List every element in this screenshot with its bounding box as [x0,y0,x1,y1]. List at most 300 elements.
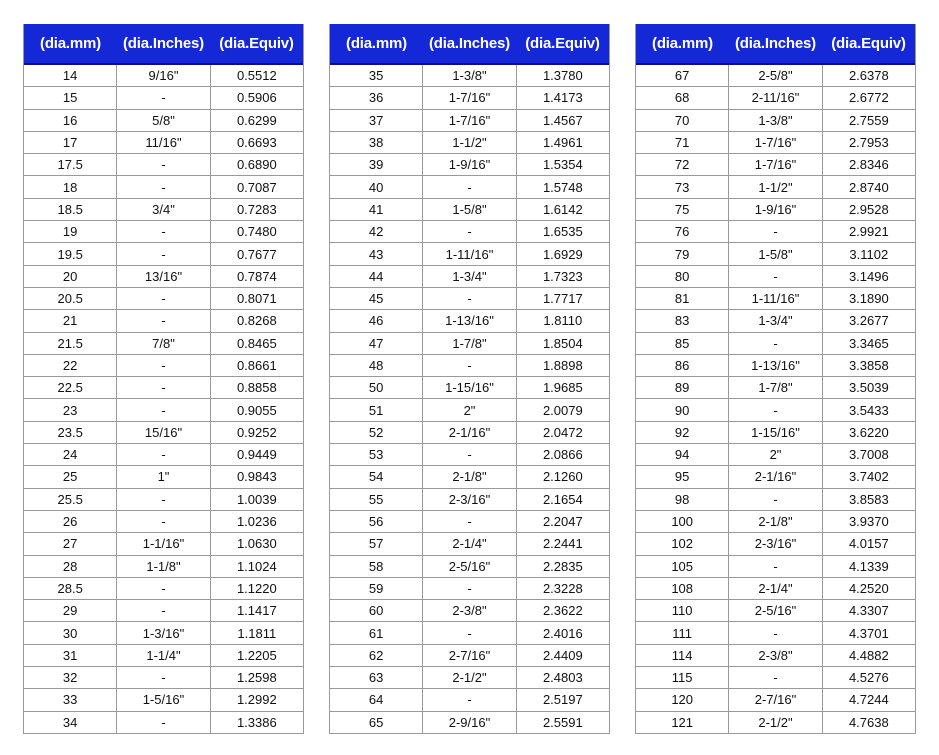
cell-mm: 54 [330,466,423,487]
cell-mm: 37 [330,110,423,131]
cell-equiv: 2.6378 [848,68,889,84]
cell-inches: 1-15/16" [423,377,516,398]
cell-inches: - [117,489,210,510]
cell-inches: - [117,221,210,242]
table-row [636,422,915,444]
cell-inches: - [117,399,210,420]
cell-equiv: 3.8583 [848,491,889,507]
cell-mm: 110 [636,600,729,621]
cell-equiv: 2.5197 [542,692,583,708]
cell-mm: 100 [636,511,729,532]
cell-inches: - [423,622,516,643]
table-row [24,65,303,87]
table-row [24,110,303,132]
table-row [636,243,915,265]
cell-equiv: 4.3307 [848,603,889,619]
cell-mm: 52 [330,422,423,443]
table-row [636,511,915,533]
cell-inches: 1-5/16" [117,689,210,710]
cell-mm: 41 [330,199,423,220]
cell-mm: 65 [330,712,423,733]
header-mm: (dia.mm) [40,35,101,52]
cell-inches: 1-1/16" [117,533,210,554]
table-row [330,511,609,533]
cell-equiv: 2.9921 [848,224,889,240]
cell-inches: 1-1/4" [117,645,210,666]
cell-inches: - [117,667,210,688]
table-row [330,556,609,578]
cell-inches: - [117,176,210,197]
table-row [636,266,915,288]
cell-equiv: 4.4882 [848,647,889,663]
header-mm: (dia.mm) [652,35,713,52]
table-row [636,466,915,488]
cell-mm: 16 [24,110,117,131]
cell-mm: 43 [330,243,423,264]
cell-mm: 48 [330,355,423,376]
table-row [330,154,609,176]
table-row [24,511,303,533]
table-header [330,24,609,65]
cell-mm: 61 [330,622,423,643]
cell-mm: 114 [636,645,729,666]
conversion-table-3 [635,24,916,734]
cell-mm: 19.5 [24,243,117,264]
cell-inches: 1-7/16" [729,132,822,153]
cell-inches: - [729,622,822,643]
cell-inches: 1-15/16" [729,422,822,443]
table-row [330,87,609,109]
table-row [24,199,303,221]
table-header [24,24,303,65]
cell-inches: - [423,176,516,197]
table-row [24,556,303,578]
header-equiv: (dia.Equiv) [525,35,600,52]
cell-equiv: 1.0039 [236,491,277,507]
cell-equiv: 0.9449 [236,447,277,463]
cell-inches: 1-7/16" [423,87,516,108]
table-row [24,87,303,109]
cell-mm: 102 [636,533,729,554]
table-row [330,689,609,711]
cell-mm: 25 [24,466,117,487]
cell-inches: - [729,221,822,242]
table-row [636,578,915,600]
cell-inches: - [117,511,210,532]
table-row [330,533,609,555]
cell-mm: 58 [330,556,423,577]
cell-inches: - [729,556,822,577]
cell-inches: - [423,689,516,710]
table-row [24,533,303,555]
cell-equiv: 0.5512 [236,68,277,84]
cell-inches: 1-7/8" [423,333,516,354]
cell-inches: 1-1/2" [423,132,516,153]
cell-mm: 46 [330,310,423,331]
cell-mm: 51 [330,399,423,420]
table-row [24,712,303,734]
cell-mm: 18 [24,176,117,197]
cell-equiv: 3.1102 [849,246,889,262]
cell-mm: 22 [24,355,117,376]
header-mm: (dia.mm) [346,35,407,52]
table-row [330,712,609,734]
cell-equiv: 2.2047 [542,514,583,530]
cell-equiv: 2.3622 [542,603,583,619]
cell-equiv: 0.6890 [236,157,277,173]
cell-inches: 1-7/16" [729,154,822,175]
cell-equiv: 2.4803 [542,670,583,686]
cell-equiv: 1.4961 [542,135,583,151]
cell-mm: 98 [636,489,729,510]
table-body [330,65,609,734]
table-row [330,199,609,221]
cell-inches: - [423,578,516,599]
cell-equiv: 2.2441 [542,536,583,552]
header-inches: (dia.Inches) [735,35,816,52]
table-row [330,422,609,444]
cell-inches: 1-11/16" [729,288,822,309]
cell-equiv: 0.7087 [236,179,277,195]
table-row [24,444,303,466]
table-row [330,65,609,87]
cell-mm: 20 [24,266,117,287]
cell-equiv: 0.9252 [236,424,277,440]
cell-inches: 1-1/8" [117,556,210,577]
cell-inches: 2-1/16" [729,466,822,487]
cell-inches: - [117,355,210,376]
cell-inches: 1-7/16" [423,110,516,131]
cell-inches: 5/8" [117,110,210,131]
table-row [24,154,303,176]
cell-inches: - [729,399,822,420]
cell-mm: 76 [636,221,729,242]
cell-mm: 45 [330,288,423,309]
cell-equiv: 0.8465 [236,335,277,351]
table-row [636,333,915,355]
cell-mm: 94 [636,444,729,465]
cell-equiv: 0.8268 [236,313,277,329]
table-row [636,154,915,176]
header-equiv: (dia.Equiv) [219,35,294,52]
header-inches: (dia.Inches) [123,35,204,52]
table-row [636,310,915,332]
table-row [636,645,915,667]
table-row [24,221,303,243]
cell-inches: - [729,667,822,688]
table-row [330,466,609,488]
cell-mm: 83 [636,310,729,331]
cell-equiv: 0.6299 [236,112,277,128]
table-header [636,24,915,65]
table-row [24,422,303,444]
cell-inches: 2-9/16" [423,712,516,733]
table-row [24,377,303,399]
table-row [636,176,915,198]
cell-mm: 23.5 [24,422,117,443]
table-row [330,645,609,667]
cell-equiv: 4.5276 [848,670,889,686]
cell-mm: 59 [330,578,423,599]
cell-mm: 39 [330,154,423,175]
cell-inches: 1-3/8" [729,110,822,131]
cell-inches: - [729,266,822,287]
cell-mm: 15 [24,87,117,108]
cell-equiv: 1.2205 [236,647,277,663]
cell-equiv: 1.6535 [542,224,583,240]
cell-inches: - [423,288,516,309]
table-row [636,110,915,132]
cell-inches: 2-1/8" [729,511,822,532]
cell-mm: 44 [330,266,423,287]
cell-inches: 2-1/4" [729,578,822,599]
cell-mm: 35 [330,65,423,86]
cell-mm: 90 [636,399,729,420]
cell-equiv: 4.7638 [848,714,889,730]
cell-mm: 75 [636,199,729,220]
table-row [636,288,915,310]
cell-mm: 27 [24,533,117,554]
cell-equiv: 3.5039 [848,380,889,396]
cell-equiv: 2.4409 [542,647,583,663]
table-row [636,199,915,221]
cell-inches: 1-5/8" [729,243,822,264]
cell-equiv: 1.8898 [542,358,583,373]
cell-mm: 23 [24,399,117,420]
table-row [330,355,609,377]
cell-equiv: 1.6142 [542,201,583,217]
cell-equiv: 2.7953 [848,135,889,151]
cell-inches: - [117,87,210,108]
cell-equiv: 2.1260 [542,469,583,485]
cell-mm: 22.5 [24,377,117,398]
cell-mm: 62 [330,645,423,666]
cell-inches: - [117,578,210,599]
cell-equiv: 1.3780 [542,68,583,84]
cell-inches: - [423,355,516,376]
cell-equiv: 2.0866 [542,447,583,463]
table-row [24,176,303,198]
cell-equiv: 1.5748 [542,179,583,195]
header-equiv: (dia.Equiv) [831,35,906,52]
cell-equiv: 4.1339 [848,558,889,574]
cell-mm: 34 [24,712,117,733]
cell-mm: 95 [636,466,729,487]
cell-inches: 1-9/16" [423,154,516,175]
cell-equiv: 2.8346 [848,157,889,173]
table-row [330,221,609,243]
cell-equiv: 1.4173 [542,90,583,106]
table-row [330,444,609,466]
cell-inches: - [117,600,210,621]
cell-inches: 2-5/8" [729,65,822,86]
cell-equiv: 0.9055 [236,402,277,418]
table-row [330,310,609,332]
cell-equiv: 3.3465 [848,335,889,351]
conversion-table-2 [329,24,610,734]
table-row [330,489,609,511]
table-row [330,266,609,288]
cell-inches: 13/16" [117,266,210,287]
cell-inches: - [117,712,210,733]
cell-mm: 28.5 [24,578,117,599]
cell-inches: 1-9/16" [729,199,822,220]
table-row [24,310,303,332]
cell-mm: 57 [330,533,423,554]
table-row [24,489,303,511]
cell-equiv: 3.7008 [848,447,889,463]
cell-equiv: 3.2677 [848,313,889,329]
cell-inches: 1-13/16" [423,310,516,331]
cell-mm: 50 [330,377,423,398]
cell-inches: 1-3/8" [423,65,516,86]
cell-inches: 1-5/8" [423,199,516,220]
cell-mm: 18.5 [24,199,117,220]
cell-inches: 1" [117,466,210,487]
cell-mm: 17 [24,132,117,153]
table-row [636,489,915,511]
table-row [636,221,915,243]
cell-equiv: 1.1024 [236,558,277,574]
cell-mm: 85 [636,333,729,354]
cell-equiv: 2.9528 [848,201,889,217]
table-row [636,622,915,644]
cell-inches: 11/16" [117,132,210,153]
cell-mm: 81 [636,288,729,309]
table-row [330,288,609,310]
cell-equiv: 1.1811 [237,625,277,641]
cell-inches: 2-5/16" [423,556,516,577]
cell-equiv: 2.1654 [542,491,583,507]
cell-equiv: 3.1496 [848,268,889,284]
table-row [330,110,609,132]
cell-inches: - [729,333,822,354]
cell-inches: 1-3/4" [729,310,822,331]
table-row [330,333,609,355]
table-row [330,622,609,644]
table-row [24,333,303,355]
table-row [330,176,609,198]
table-row [636,65,915,87]
cell-equiv: 1.7323 [542,268,583,284]
cell-mm: 26 [24,511,117,532]
table-body [24,65,303,734]
table-row [24,132,303,154]
table-row [330,132,609,154]
cell-mm: 86 [636,355,729,376]
cell-equiv: 2.0472 [542,424,583,440]
table-row [636,556,915,578]
cell-mm: 72 [636,154,729,175]
cell-inches: 2-1/16" [423,422,516,443]
cell-mm: 56 [330,511,423,532]
cell-inches: 1-11/16" [423,243,516,264]
cell-equiv: 4.2520 [848,580,889,596]
cell-equiv: 0.7874 [236,268,277,284]
cell-equiv: 3.3858 [848,358,889,373]
cell-mm: 17.5 [24,154,117,175]
cell-inches: 2-7/16" [729,689,822,710]
table-row [24,645,303,667]
cell-mm: 121 [636,712,729,733]
cell-mm: 47 [330,333,423,354]
cell-inches: 2-1/4" [423,533,516,554]
cell-inches: - [117,288,210,309]
cell-equiv: 1.0236 [236,514,277,530]
cell-inches: 1-13/16" [729,355,822,376]
cell-mm: 67 [636,65,729,86]
table-row [330,399,609,421]
table-row [636,600,915,622]
cell-inches: 2-1/8" [423,466,516,487]
cell-equiv: 2.4016 [542,625,583,641]
cell-mm: 28 [24,556,117,577]
cell-equiv: 1.3386 [236,714,277,730]
table-row [24,288,303,310]
table-row [636,87,915,109]
cell-mm: 60 [330,600,423,621]
cell-equiv: 0.8661 [236,358,277,373]
cell-equiv: 1.2992 [236,692,277,708]
cell-mm: 31 [24,645,117,666]
cell-equiv: 2.8740 [848,179,889,195]
cell-inches: - [423,444,516,465]
table-row [636,712,915,734]
table-row [330,600,609,622]
cell-inches: 2-3/8" [423,600,516,621]
cell-mm: 14 [24,65,117,86]
cell-mm: 92 [636,422,729,443]
cell-equiv: 1.8504 [542,335,583,351]
cell-inches: - [423,221,516,242]
cell-equiv: 2.5591 [542,714,583,730]
cell-inches: 2" [729,444,822,465]
cell-equiv: 4.0157 [848,536,889,552]
cell-equiv: 1.1417 [236,603,277,619]
cell-mm: 38 [330,132,423,153]
cell-equiv: 1.4567 [542,112,583,128]
cell-mm: 53 [330,444,423,465]
cell-equiv: 2.7559 [848,112,889,128]
cell-equiv: 0.9843 [236,469,277,485]
cell-equiv: 0.5906 [236,90,277,106]
cell-equiv: 2.2835 [542,558,583,574]
cell-inches: - [117,444,210,465]
header-inches: (dia.Inches) [429,35,510,52]
cell-inches: 7/8" [117,333,210,354]
cell-inches: 1-1/2" [729,176,822,197]
cell-mm: 71 [636,132,729,153]
cell-inches: 2-1/2" [729,712,822,733]
table-row [330,377,609,399]
cell-mm: 89 [636,377,729,398]
cell-equiv: 4.7244 [848,692,889,708]
cell-inches: 2-3/16" [423,489,516,510]
cell-equiv: 0.8071 [236,291,277,307]
cell-mm: 79 [636,243,729,264]
cell-inches: - [423,511,516,532]
table-row [24,266,303,288]
table-row [24,355,303,377]
table-row [636,377,915,399]
cell-mm: 63 [330,667,423,688]
cell-equiv: 1.9685 [542,380,583,396]
table-row [636,689,915,711]
cell-equiv: 2.3228 [542,580,583,596]
table-row [330,578,609,600]
cell-inches: 2-3/16" [729,533,822,554]
table-row [24,466,303,488]
